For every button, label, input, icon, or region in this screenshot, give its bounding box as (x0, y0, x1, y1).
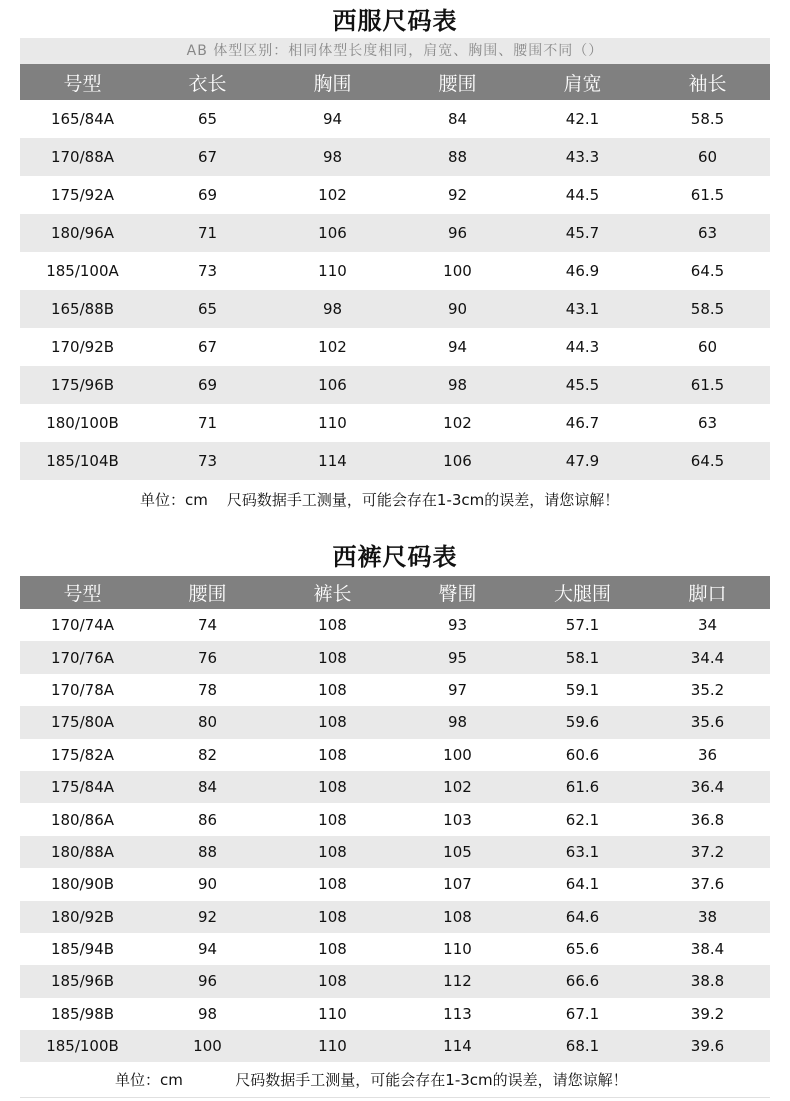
table-cell: 97 (395, 674, 520, 706)
table-cell: 35.6 (645, 706, 770, 738)
table-cell: 66.6 (520, 965, 645, 997)
table-cell: 108 (270, 674, 395, 706)
table-cell: 35.2 (645, 674, 770, 706)
table-cell: 60.6 (520, 739, 645, 771)
table-row (20, 252, 770, 290)
table-row (20, 803, 770, 835)
table-cell: 39.2 (645, 998, 770, 1030)
pants-table-body (20, 609, 770, 1062)
table-cell: 61.6 (520, 771, 645, 803)
table-cell: 108 (270, 771, 395, 803)
table-cell: 170/88A (20, 138, 145, 176)
table-cell: 98 (270, 138, 395, 176)
table-cell: 80 (145, 706, 270, 738)
table-cell: 88 (145, 836, 270, 868)
header-thigh: 大腿围 (520, 576, 645, 609)
table-cell: 46.9 (520, 252, 645, 290)
table-cell: 61.5 (645, 366, 770, 404)
table-cell: 105 (395, 836, 520, 868)
table-cell: 185/100A (20, 252, 145, 290)
table-cell: 110 (270, 998, 395, 1030)
table-cell: 73 (145, 442, 270, 480)
table-row (20, 998, 770, 1030)
table-cell: 106 (395, 442, 520, 480)
table-row (20, 404, 770, 442)
table-cell: 58.5 (645, 290, 770, 328)
table-row (20, 328, 770, 366)
table-cell: 65.6 (520, 933, 645, 965)
table-cell: 38.8 (645, 965, 770, 997)
table-row (20, 176, 770, 214)
table-cell: 175/80A (20, 706, 145, 738)
table-cell: 185/100B (20, 1030, 145, 1062)
table-cell: 103 (395, 803, 520, 835)
table-cell: 67.1 (520, 998, 645, 1030)
suit-size-chart-title: 西服尺码表 (332, 7, 458, 35)
table-cell: 100 (395, 739, 520, 771)
table-row (20, 901, 770, 933)
table-cell: 61.5 (645, 176, 770, 214)
header-shoulder: 肩宽 (520, 64, 645, 100)
table-row (20, 706, 770, 738)
table-cell: 108 (270, 965, 395, 997)
table-cell: 45.5 (520, 366, 645, 404)
table-cell: 170/76A (20, 641, 145, 673)
table-row (20, 674, 770, 706)
table-cell: 98 (395, 366, 520, 404)
table-cell: 42.1 (520, 100, 645, 138)
table-cell: 93 (395, 609, 520, 641)
header-leg-opening: 脚口 (645, 576, 770, 609)
table-cell: 43.3 (520, 138, 645, 176)
table-cell: 58.5 (645, 100, 770, 138)
table-row (20, 214, 770, 252)
table-cell: 94 (270, 100, 395, 138)
table-cell: 180/96A (20, 214, 145, 252)
table-cell: 185/104B (20, 442, 145, 480)
table-cell: 34.4 (645, 641, 770, 673)
table-header-row (20, 64, 770, 100)
table-cell: 165/84A (20, 100, 145, 138)
table-cell: 180/100B (20, 404, 145, 442)
table-cell: 175/84A (20, 771, 145, 803)
pants-size-table (20, 576, 770, 1062)
header-length: 衣长 (145, 64, 270, 100)
table-cell: 62.1 (520, 803, 645, 835)
body-type-note: AB 体型区别：相同体型长度相同，肩宽、胸围、腰围不同（） (20, 38, 770, 64)
header-waist: 腰围 (395, 64, 520, 100)
table-cell: 98 (270, 290, 395, 328)
table-cell: 90 (395, 290, 520, 328)
table-cell: 86 (145, 803, 270, 835)
table-cell: 108 (395, 901, 520, 933)
table-cell: 114 (395, 1030, 520, 1062)
table-cell: 38.4 (645, 933, 770, 965)
table-cell: 165/88B (20, 290, 145, 328)
header-chest: 胸围 (270, 64, 395, 100)
table-cell: 185/96B (20, 965, 145, 997)
header-size: 号型 (20, 576, 145, 609)
table-cell: 88 (395, 138, 520, 176)
table-cell: 64.6 (520, 901, 645, 933)
suit-table-body (20, 100, 770, 480)
table-cell: 100 (395, 252, 520, 290)
table-cell: 65 (145, 100, 270, 138)
table-cell: 112 (395, 965, 520, 997)
table-cell: 76 (145, 641, 270, 673)
table-cell: 37.2 (645, 836, 770, 868)
table-row (20, 739, 770, 771)
table-cell: 34 (645, 609, 770, 641)
table-cell: 46.7 (520, 404, 645, 442)
table-cell: 110 (395, 933, 520, 965)
table-cell: 110 (270, 404, 395, 442)
table-cell: 65 (145, 290, 270, 328)
table-cell: 60 (645, 328, 770, 366)
table-cell: 69 (145, 176, 270, 214)
table-cell: 67 (145, 138, 270, 176)
table-row (20, 138, 770, 176)
table-cell: 102 (395, 404, 520, 442)
header-sleeve: 袖长 (645, 64, 770, 100)
table-cell: 64.1 (520, 868, 645, 900)
table-cell: 175/96B (20, 366, 145, 404)
table-cell: 106 (270, 366, 395, 404)
table-row (20, 771, 770, 803)
table-cell: 47.9 (520, 442, 645, 480)
table-cell: 108 (270, 868, 395, 900)
table-cell: 107 (395, 868, 520, 900)
table-cell: 71 (145, 404, 270, 442)
table-cell: 185/94B (20, 933, 145, 965)
table-cell: 82 (145, 739, 270, 771)
table-cell: 64.5 (645, 252, 770, 290)
table-cell: 57.1 (520, 609, 645, 641)
table-cell: 63 (645, 404, 770, 442)
table-row (20, 836, 770, 868)
table-cell: 84 (145, 771, 270, 803)
table-cell: 58.1 (520, 641, 645, 673)
table-cell: 94 (395, 328, 520, 366)
table-cell: 39.6 (645, 1030, 770, 1062)
table-cell: 108 (270, 609, 395, 641)
header-hip: 臀围 (395, 576, 520, 609)
table-cell: 78 (145, 674, 270, 706)
table-cell: 59.6 (520, 706, 645, 738)
table-cell: 180/92B (20, 901, 145, 933)
table-cell: 92 (145, 901, 270, 933)
table-row (20, 290, 770, 328)
table-cell: 69 (145, 366, 270, 404)
table-cell: 108 (270, 706, 395, 738)
bottom-divider (20, 1097, 770, 1098)
table-cell: 180/88A (20, 836, 145, 868)
table-cell: 74 (145, 609, 270, 641)
table-row (20, 100, 770, 138)
table-cell: 175/82A (20, 739, 145, 771)
header-waist: 腰围 (145, 576, 270, 609)
table-cell: 71 (145, 214, 270, 252)
table-row (20, 442, 770, 480)
table-cell: 63 (645, 214, 770, 252)
table-cell: 95 (395, 641, 520, 673)
table-cell: 108 (270, 933, 395, 965)
table-cell: 45.7 (520, 214, 645, 252)
table-cell: 180/86A (20, 803, 145, 835)
table-cell: 98 (395, 706, 520, 738)
table-cell: 60 (645, 138, 770, 176)
table-cell: 114 (270, 442, 395, 480)
table-cell: 36.8 (645, 803, 770, 835)
table-header-row (20, 576, 770, 609)
table-cell: 63.1 (520, 836, 645, 868)
table-cell: 90 (145, 868, 270, 900)
pants-measurement-note: 单位：cm 尺码数据手工测量，可能会存在1-3cm的误差，请您谅解！ (115, 1071, 628, 1089)
pants-size-chart-title: 西裤尺码表 (332, 543, 458, 571)
table-cell: 84 (395, 100, 520, 138)
table-row (20, 965, 770, 997)
table-cell: 73 (145, 252, 270, 290)
table-cell: 106 (270, 214, 395, 252)
table-cell: 102 (395, 771, 520, 803)
table-cell: 108 (270, 901, 395, 933)
table-cell: 110 (270, 1030, 395, 1062)
table-row (20, 641, 770, 673)
table-cell: 59.1 (520, 674, 645, 706)
table-row (20, 366, 770, 404)
suit-size-table (20, 64, 770, 480)
table-cell: 92 (395, 176, 520, 214)
table-cell: 102 (270, 328, 395, 366)
table-cell: 108 (270, 836, 395, 868)
table-cell: 100 (145, 1030, 270, 1062)
table-cell: 36.4 (645, 771, 770, 803)
table-cell: 170/92B (20, 328, 145, 366)
table-row (20, 868, 770, 900)
table-cell: 108 (270, 739, 395, 771)
table-cell: 64.5 (645, 442, 770, 480)
table-cell: 170/74A (20, 609, 145, 641)
table-cell: 185/98B (20, 998, 145, 1030)
table-cell: 102 (270, 176, 395, 214)
table-cell: 170/78A (20, 674, 145, 706)
table-row (20, 1030, 770, 1062)
table-cell: 44.3 (520, 328, 645, 366)
table-cell: 96 (145, 965, 270, 997)
header-pants-length: 裤长 (270, 576, 395, 609)
table-cell: 96 (395, 214, 520, 252)
table-cell: 67 (145, 328, 270, 366)
table-cell: 180/90B (20, 868, 145, 900)
table-cell: 37.6 (645, 868, 770, 900)
table-cell: 68.1 (520, 1030, 645, 1062)
suit-measurement-note: 单位：cm 尺码数据手工测量，可能会存在1-3cm的误差，请您谅解！ (140, 491, 620, 509)
table-cell: 108 (270, 641, 395, 673)
table-cell: 108 (270, 803, 395, 835)
table-cell: 43.1 (520, 290, 645, 328)
table-cell: 98 (145, 998, 270, 1030)
table-cell: 110 (270, 252, 395, 290)
table-cell: 94 (145, 933, 270, 965)
table-cell: 38 (645, 901, 770, 933)
table-cell: 44.5 (520, 176, 645, 214)
header-size: 号型 (20, 64, 145, 100)
table-cell: 175/92A (20, 176, 145, 214)
table-cell: 113 (395, 998, 520, 1030)
table-row (20, 933, 770, 965)
table-row (20, 609, 770, 641)
table-cell: 36 (645, 739, 770, 771)
